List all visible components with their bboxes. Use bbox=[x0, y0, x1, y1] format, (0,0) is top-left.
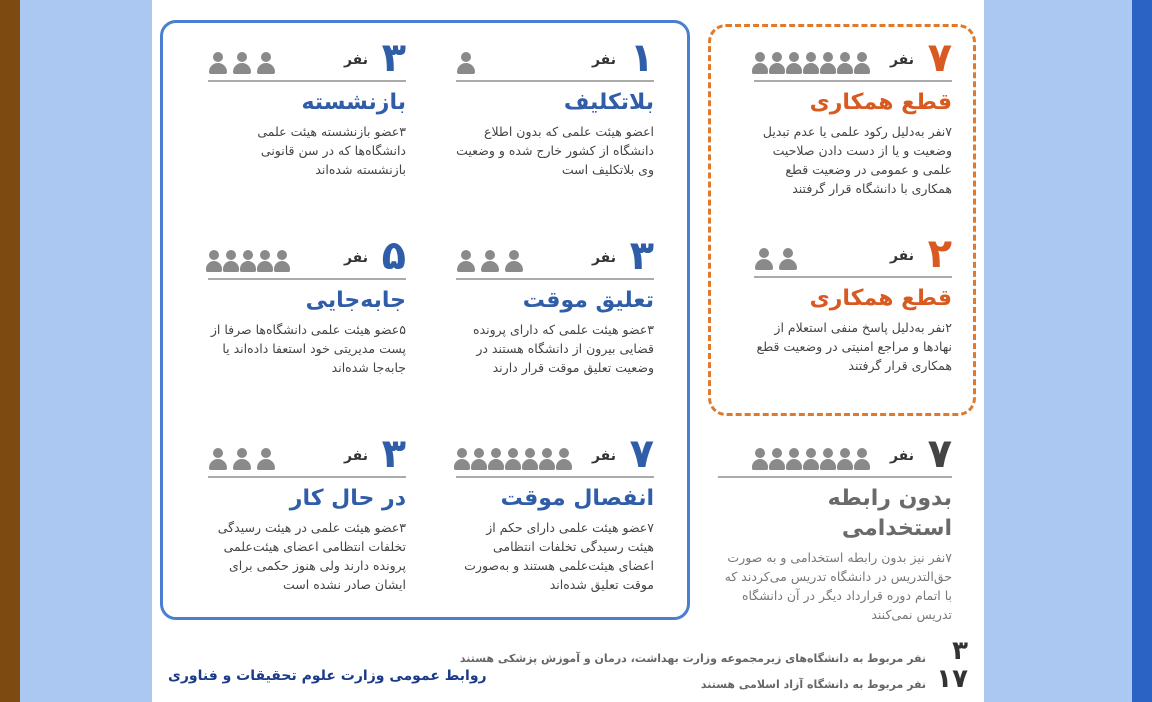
count-row bbox=[208, 431, 406, 478]
people-icons bbox=[456, 52, 476, 74]
count-unit: نفر bbox=[591, 448, 616, 464]
count-unit: نفر bbox=[591, 250, 616, 266]
person-icon bbox=[208, 448, 228, 470]
count-unit: نفر bbox=[889, 448, 914, 464]
person-icon bbox=[838, 448, 852, 470]
people-icons bbox=[208, 52, 276, 74]
left-border-strip bbox=[0, 0, 20, 702]
card-description: ۳عضو بازنشسته هیئت علمی دانشگاه‌ها که در سن قانونی بازنشسته شده‌اند bbox=[257, 124, 406, 177]
person-icon bbox=[232, 448, 252, 470]
card-description: ۷عضو هیئت علمی دارای حکم از هیئت رسیدگی تخلفات انتظامی اعضای هیئت‌علمی هستند و به‌صورت موقت تعلیق شده‌اند bbox=[464, 520, 654, 592]
count-unit: نفر bbox=[343, 448, 368, 464]
card-description: ۷نفر به‌دلیل رکود علمی یا عدم تبدیل وضعیت و یا از دست دادن صلاحیت علمی و عمومی در وضعیت قطع همکاری با دانشگاه قرار گرفتند bbox=[762, 124, 952, 196]
right-border-strip bbox=[1132, 0, 1152, 702]
count-unit: نفر bbox=[591, 52, 616, 68]
count-row bbox=[754, 231, 952, 278]
person-icon bbox=[753, 52, 767, 74]
count-number: ۷ bbox=[629, 431, 654, 477]
count-row bbox=[208, 35, 406, 82]
person-icon bbox=[754, 248, 774, 270]
count-number: ۳ bbox=[381, 35, 406, 81]
count-number: ۲ bbox=[927, 231, 952, 277]
count-number: ۳ bbox=[629, 233, 654, 279]
card-no-employment bbox=[718, 431, 952, 624]
card-description: ۵عضو هیئت علمی دانشگاه‌ها صرفا از پست مدیریتی خود استعفا داده‌اند یا جابه‌جا شده‌اند bbox=[210, 322, 406, 375]
person-icon bbox=[455, 448, 469, 470]
count-number: ۷ bbox=[927, 35, 952, 81]
person-icon bbox=[855, 52, 869, 74]
count-unit: نفر bbox=[343, 250, 368, 266]
person-icon bbox=[504, 250, 524, 272]
footnote-text: نفر مربوط به دانشگاه آزاد اسلامی هستند bbox=[700, 678, 926, 691]
person-icon bbox=[232, 52, 252, 74]
card-temporary-suspension bbox=[456, 233, 654, 377]
people-icons bbox=[456, 448, 571, 470]
person-icon bbox=[804, 448, 818, 470]
card-temporary-dismissal bbox=[456, 431, 654, 594]
count-number: ۱ bbox=[629, 35, 654, 81]
person-icon bbox=[456, 250, 476, 272]
card-retired bbox=[208, 35, 406, 179]
people-icons bbox=[208, 448, 276, 470]
person-icon bbox=[770, 52, 784, 74]
person-icon bbox=[787, 52, 801, 74]
card-unassigned bbox=[456, 35, 654, 179]
card-cooperation-ended-security bbox=[754, 231, 952, 375]
count-row bbox=[718, 431, 952, 478]
person-icon bbox=[208, 52, 228, 74]
person-icon bbox=[753, 448, 767, 470]
person-icon bbox=[804, 52, 818, 74]
footnote-health-ministry bbox=[459, 636, 968, 670]
count-unit: نفر bbox=[889, 248, 914, 264]
person-icon bbox=[838, 52, 852, 74]
count-unit: نفر bbox=[343, 52, 368, 68]
card-description: اعضو هیئت علمی که بدون اطلاع دانشگاه از کشور خارج شده و وضعیت وی بلاتکلیف است bbox=[456, 124, 654, 177]
count-number: ۳ bbox=[381, 431, 406, 477]
count-number: ۷ bbox=[927, 431, 952, 477]
count-row bbox=[208, 233, 406, 280]
person-icon bbox=[256, 52, 276, 74]
person-icon bbox=[224, 250, 238, 272]
person-icon bbox=[770, 448, 784, 470]
people-icons bbox=[456, 250, 524, 272]
people-icons bbox=[754, 52, 869, 74]
card-title: تعلیق موقت bbox=[522, 288, 654, 313]
person-icon bbox=[778, 248, 798, 270]
card-description: ۳عضو هیئت علمی که دارای پرونده قضایی بیرون از دانشگاه هستند در وضعیت تعلیق موقت قرار دارند bbox=[473, 322, 654, 375]
footnote-text: نفر مربوط به دانشگاه‌های زیرمجموعه وزارت بهداشت، درمان و آموزش پزشکی هستند bbox=[459, 652, 926, 665]
person-icon bbox=[489, 448, 503, 470]
person-icon bbox=[256, 448, 276, 470]
count-row bbox=[456, 35, 654, 82]
card-in-progress bbox=[208, 431, 406, 594]
card-relocation bbox=[208, 233, 406, 377]
person-icon bbox=[506, 448, 520, 470]
person-icon bbox=[258, 250, 272, 272]
person-icon bbox=[207, 250, 221, 272]
person-icon bbox=[523, 448, 537, 470]
card-description: ۲نفر به‌دلیل پاسخ منفی استعلام از نهادها و مراجع امنیتی در وضعیت قطع همکاری قرار گرفتند bbox=[756, 320, 952, 373]
count-row bbox=[456, 233, 654, 280]
card-title: بازنشسته bbox=[301, 90, 406, 115]
card-cooperation-ended-academic bbox=[754, 35, 952, 198]
person-icon bbox=[241, 250, 255, 272]
count-number: ۵ bbox=[381, 233, 406, 279]
people-icons bbox=[754, 448, 869, 470]
people-icons bbox=[208, 250, 289, 272]
count-unit: نفر bbox=[889, 52, 914, 68]
footnote-number: ۱۷ bbox=[936, 664, 968, 694]
person-icon bbox=[472, 448, 486, 470]
card-description: ۳عضو هیئت علمی در هیئت رسیدگی تخلفات انتظامی اعضای هیئت‌علمی پرونده دارند ولی هنوز حکمی برای ایشان صادر نشده است bbox=[217, 520, 406, 592]
card-title: قطع همکاری bbox=[809, 90, 952, 115]
card-title: انفصال موقت bbox=[500, 486, 654, 511]
count-row bbox=[456, 431, 654, 478]
footnote-number: ۳ bbox=[952, 636, 968, 666]
footnote-azad-university bbox=[520, 664, 968, 698]
card-description: ۷نفر نیز بدون رابطه استخدامی و به صورت حق‌التدریس در دانشگاه تدریس می‌کردند که با اتمام دوره قرارداد دیگر در آن دانشگاه تدریس نمی‌کنند bbox=[724, 550, 952, 622]
person-icon bbox=[480, 250, 500, 272]
card-title: قطع همکاری bbox=[809, 286, 952, 311]
credit-line: روابط عمومی وزارت علوم تحقیقات و فناوری bbox=[168, 668, 487, 684]
person-icon bbox=[540, 448, 554, 470]
card-title: بلاتکلیف bbox=[563, 90, 654, 115]
person-icon bbox=[456, 52, 476, 74]
person-icon bbox=[275, 250, 289, 272]
person-icon bbox=[557, 448, 571, 470]
card-title: بدون رابطه استخدامی bbox=[827, 486, 952, 541]
people-icons bbox=[754, 248, 798, 270]
card-title: جابه‌جایی bbox=[305, 288, 406, 313]
person-icon bbox=[821, 448, 835, 470]
person-icon bbox=[855, 448, 869, 470]
person-icon bbox=[787, 448, 801, 470]
person-icon bbox=[821, 52, 835, 74]
card-title: در حال کار bbox=[289, 486, 406, 511]
count-row bbox=[754, 35, 952, 82]
